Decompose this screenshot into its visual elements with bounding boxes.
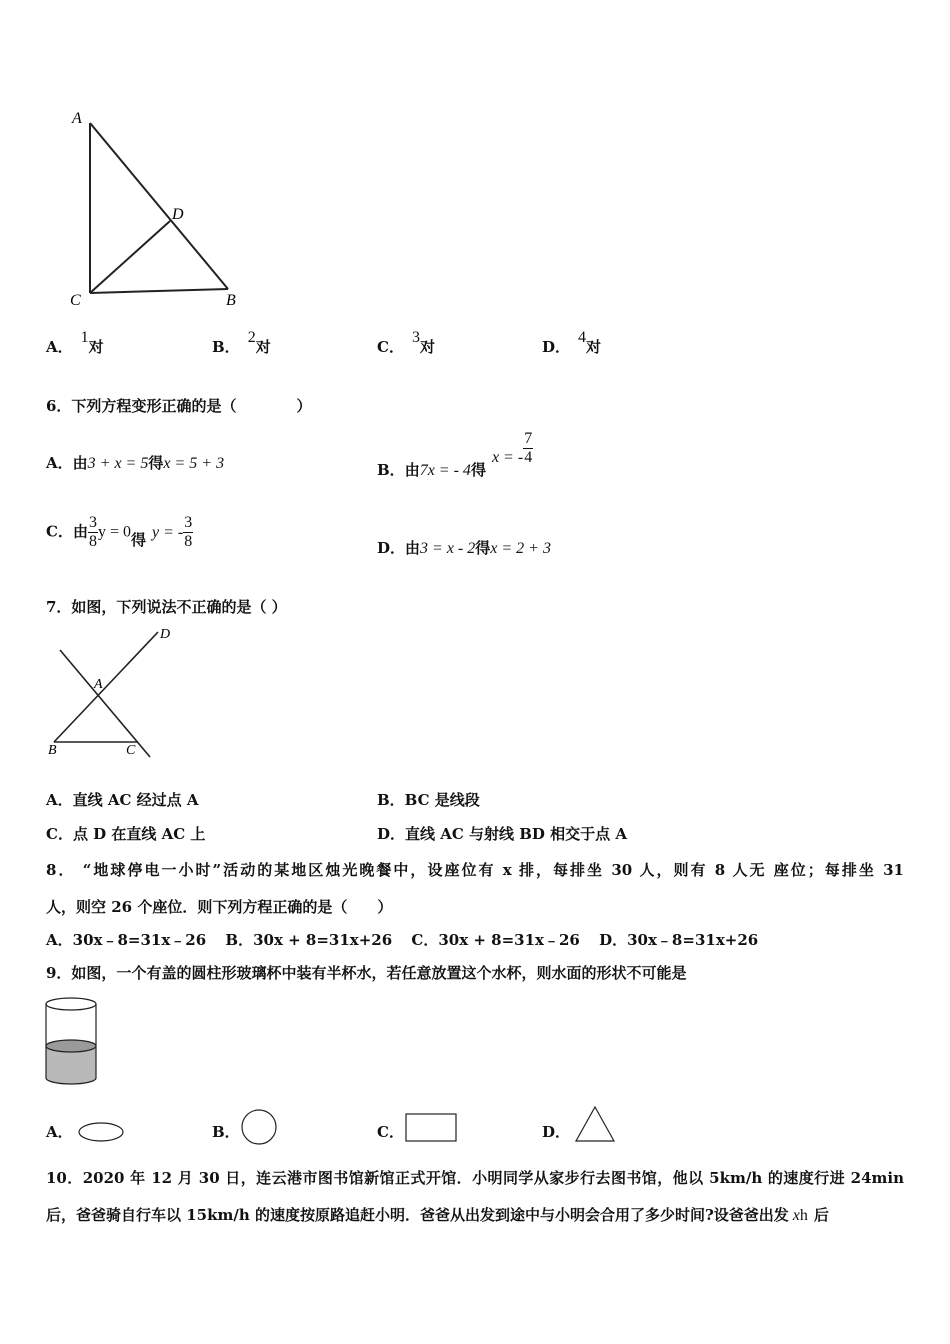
q10-text-end: 后	[813, 1206, 829, 1224]
label-c: C	[126, 743, 136, 758]
q8-option-a: A．30x﹣8=31x﹣26	[46, 931, 207, 949]
q5-option-d	[542, 329, 602, 357]
variable-x: x	[792, 1207, 800, 1224]
q9-option-b	[212, 1121, 240, 1142]
q9-option-c	[377, 1121, 404, 1142]
option-letter: D．	[377, 539, 406, 557]
segment-ab	[90, 123, 228, 289]
option-number: 2	[247, 329, 256, 346]
q7-option-d: D．直线 AC 与射线 BD 相交于点 A	[377, 825, 628, 843]
q6-option-b	[377, 430, 533, 479]
q6-option-d	[377, 537, 551, 558]
option-number: 1	[80, 329, 89, 346]
circle-shape	[240, 1108, 280, 1146]
option-text: 由	[72, 522, 88, 541]
denominator: 4	[524, 449, 533, 466]
option-text: 得	[470, 460, 486, 479]
option-letter: A．	[46, 454, 73, 472]
option-letter: A．	[46, 1123, 73, 1141]
option-text: 由	[404, 460, 420, 479]
unit-h: h	[799, 1207, 808, 1224]
option-number: 4	[578, 329, 587, 346]
q8-line2: 人，则空 26 个座位．则下列方程正确的是（ ）	[46, 898, 393, 916]
rectangle-shape	[404, 1112, 458, 1144]
q7-option-a: A．直线 AC 经过点 A	[46, 791, 199, 809]
fraction	[88, 514, 98, 551]
equation: y = -	[152, 523, 184, 541]
fraction	[183, 514, 193, 551]
option-letter: D．	[542, 1123, 571, 1141]
equation: 3 = x - 2	[420, 540, 476, 557]
label-a: A	[72, 110, 82, 127]
fraction	[523, 430, 533, 467]
numerator: 7	[524, 430, 533, 447]
lines-figure-q7	[40, 622, 190, 762]
ellipse-shape	[76, 1120, 126, 1144]
option-letter: B．	[212, 338, 240, 356]
label-d: D	[160, 627, 171, 642]
q7-option-c: C．点 D 在直线 AC 上	[46, 825, 206, 843]
equation: 3 + x = 5	[87, 455, 149, 472]
equation: y = 0	[97, 523, 131, 541]
triangle-figure-q5	[60, 95, 260, 315]
equation: 7x = - 4	[419, 461, 471, 479]
option-text: 得	[131, 530, 147, 549]
option-letter: B．	[377, 460, 405, 479]
option-letter: C．	[377, 1123, 404, 1141]
q6-stem: 6．下列方程变形正确的是（ ）	[46, 397, 312, 415]
triangle-shape	[574, 1104, 618, 1144]
line-ac	[60, 650, 150, 757]
ray-bd	[54, 632, 158, 742]
q9-stem: 9．如图，一个有盖的圆柱形玻璃杯中装有半杯水，若任意放置这个水杯，则水面的形状不可能是	[46, 964, 687, 982]
option-text: 得	[475, 539, 491, 557]
q8-line1: 8． “地球停电一小时”活动的某地区烛光晚餐中，设座位有 x 排，每排坐 30 人，则有 8 人无 座位；每排坐 31	[46, 861, 904, 879]
option-text: 得	[148, 454, 164, 472]
q5-option-c	[377, 329, 435, 357]
q5-option-b	[212, 329, 271, 357]
denominator: 8	[184, 533, 193, 550]
label-b: B	[226, 292, 236, 309]
option-word: 对	[419, 338, 435, 356]
q6-option-a	[46, 452, 224, 473]
equation: x = 5 + 3	[163, 455, 225, 472]
cylinder-glass-figure	[40, 994, 102, 1089]
option-number: 3	[411, 329, 420, 346]
q10-line1: 10．2020 年 12 月 30 日，连云港市图书馆新馆正式开馆．小明同学从家步行去图书馆，他以 5km/h 的速度行进 24min	[46, 1169, 904, 1187]
q8-option-c: C．30x + 8=31x﹣26	[411, 931, 580, 949]
segment-cd	[90, 221, 170, 293]
q9-option-a	[46, 1121, 73, 1142]
q10-line2	[46, 1204, 904, 1225]
q7-option-b: B．BC 是线段	[377, 791, 480, 809]
option-word: 对	[255, 338, 271, 356]
option-letter: D．	[542, 338, 571, 356]
equation: x = 2 + 3	[490, 540, 551, 557]
glass-top	[46, 998, 96, 1010]
option-word: 对	[88, 338, 104, 356]
option-letter: B．	[212, 1123, 240, 1141]
option-letter: C．	[377, 338, 404, 356]
q7-stem: 7．如图，下列说法不正确的是（ ）	[46, 598, 287, 616]
option-letter: A．	[46, 338, 73, 356]
equation: x = -	[491, 448, 524, 466]
option-text: 由	[72, 454, 88, 472]
label-d: D	[172, 206, 184, 223]
q8-option-b: B．30x + 8=31x+26	[225, 931, 393, 949]
label-c: C	[70, 292, 81, 309]
option-word: 对	[586, 338, 602, 356]
option-letter: C．	[46, 522, 73, 541]
label-a: A	[94, 677, 103, 692]
option-text: 由	[405, 539, 421, 557]
q6-option-c	[46, 514, 193, 551]
segment-cb	[90, 289, 228, 293]
q9-option-d	[542, 1121, 570, 1142]
q10-text: 后，爸爸骑自行车以 15km/h 的速度按原路追赶小明．爸爸从出发到途中与小明会合用了多少时间?设爸爸出发	[46, 1206, 789, 1224]
numerator: 3	[184, 514, 193, 531]
q5-option-a	[46, 329, 104, 357]
denominator: 8	[88, 533, 97, 550]
water-surface	[46, 1040, 96, 1052]
q8-options	[46, 929, 758, 950]
label-b: B	[48, 743, 57, 758]
numerator: 3	[88, 514, 97, 531]
q8-option-d: D．30x﹣8=31x+26	[599, 931, 759, 949]
